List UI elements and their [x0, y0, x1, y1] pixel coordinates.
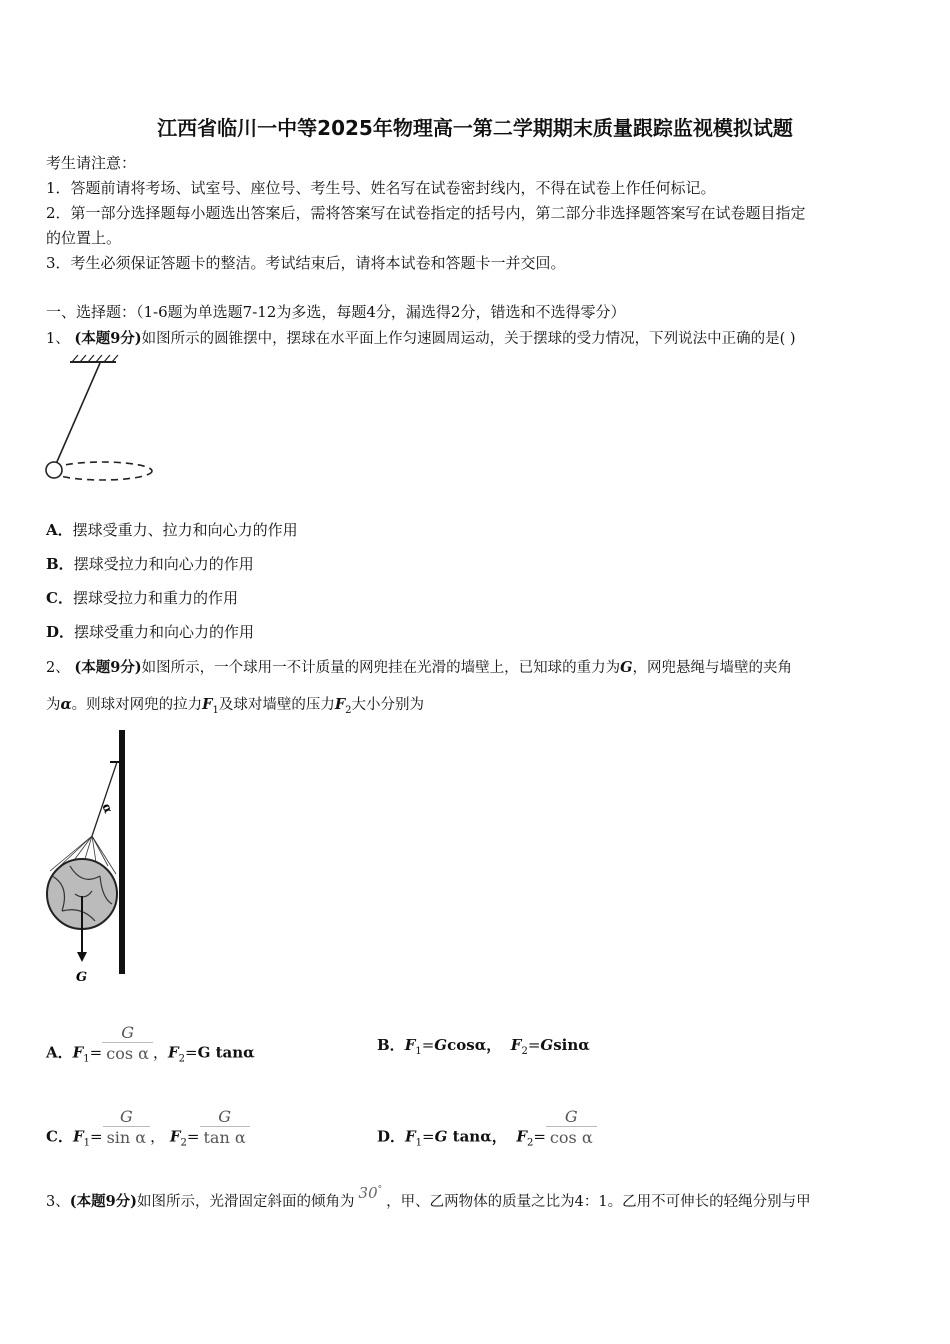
question-number: 2、	[46, 660, 70, 676]
q2-option-b[interactable]	[377, 1034, 590, 1057]
symbol-G: G	[540, 1036, 554, 1054]
separator: ，	[152, 1043, 168, 1062]
question-score: (本题9分)	[74, 659, 142, 676]
symbol-G: G	[434, 1036, 448, 1054]
fraction-g-over-cos	[102, 1024, 153, 1063]
ceiling-hatch	[72, 355, 118, 362]
subscript: 2	[178, 1053, 185, 1065]
q1-option-a[interactable]	[46, 519, 298, 540]
option-letter: C．	[46, 589, 73, 607]
symbol-F2: F	[334, 696, 346, 713]
ball-on-wall-figure	[40, 726, 140, 986]
equals: =	[89, 1043, 103, 1062]
q2-option-a[interactable]	[46, 1023, 255, 1073]
question-text: 如图所示的圆锥摆中，摆球在水平面上作匀速圆周运动，关于摆球的受力情况，下列说法中正确的是( )	[141, 331, 796, 347]
subscript: 2	[521, 1046, 528, 1057]
subscript: 1	[415, 1046, 422, 1057]
symbol-F2: F	[169, 1127, 181, 1146]
subscript: 2	[345, 704, 352, 716]
q1-option-d[interactable]	[46, 621, 254, 642]
circular-path	[52, 462, 152, 480]
q2-option-c[interactable]	[46, 1107, 250, 1157]
denominator: sin α	[103, 1126, 151, 1147]
question-score: (本题9分)	[74, 330, 142, 347]
denominator: tan α	[200, 1126, 250, 1147]
equals: =	[89, 1127, 103, 1146]
subscript: 1	[415, 1137, 423, 1149]
question-text: 大小分别为	[351, 697, 425, 713]
subscript: 2	[180, 1137, 187, 1149]
page-title: 江西省临川一中等2025年物理高一第二学期期末质量跟踪监视模拟试题	[157, 116, 793, 140]
question-number: 3、	[46, 1194, 70, 1210]
numerator: G	[218, 1107, 231, 1126]
rope	[92, 762, 117, 836]
question-text: ，网兜悬绳与墙壁的夹角	[632, 660, 793, 676]
option-letter: B．	[377, 1036, 405, 1054]
symbol-F1: F	[72, 1127, 84, 1146]
pendulum-string	[56, 363, 100, 464]
question-text: 及球对墙壁的压力	[218, 697, 335, 713]
option-text: 摆球受重力、拉力和向心力的作用	[72, 521, 298, 539]
subscript: 1	[212, 704, 219, 716]
numerator: G	[121, 1023, 134, 1042]
denominator: cos α	[546, 1126, 597, 1147]
option-text: 摆球受拉力和重力的作用	[72, 589, 238, 607]
denominator: cos α	[102, 1042, 153, 1063]
question-score: (本题9分)	[69, 1193, 138, 1210]
equals: =	[527, 1036, 541, 1054]
question-text: 。则球对网兜的拉力	[71, 697, 203, 713]
fraction-g-over-tan	[200, 1108, 250, 1147]
question-text: 如图所示，光滑固定斜面的倾角为	[137, 1194, 355, 1210]
equals: =	[422, 1127, 435, 1146]
separator: ，	[150, 1127, 166, 1146]
fraction-g-over-sin	[103, 1108, 151, 1147]
option-letter: C．	[46, 1127, 73, 1146]
numerator: G	[564, 1107, 578, 1126]
symbol-F2: F	[516, 1127, 527, 1146]
notice-item-2-cont: 的位置上。	[46, 229, 122, 247]
numerator: G	[119, 1107, 133, 1126]
pendulum-ball	[46, 462, 62, 478]
question-text: 如图所示，一个球用一不计质量的网兜挂在光滑的墙壁上，已知球的重力为	[141, 660, 621, 676]
symbol-F2: F	[510, 1036, 522, 1054]
gravity-label: G	[76, 970, 88, 985]
gravity-arrow-head	[77, 952, 87, 962]
symbol-F1: F	[405, 1127, 416, 1146]
angle-label: α	[99, 801, 116, 816]
angle-value	[355, 1184, 387, 1202]
equals: =	[533, 1127, 546, 1146]
subscript: 2	[526, 1137, 534, 1149]
symbol-F1: F	[404, 1036, 416, 1054]
question-2-stem-line2	[46, 693, 424, 716]
question-3-stem	[46, 1184, 811, 1211]
question-text: 为	[46, 697, 61, 713]
notice-item-1: 1．答题前请将考场、试室号、座位号、考生号、姓名写在试卷密封线内，不得在试卷上作任何标记。	[46, 179, 716, 197]
equals: =	[421, 1036, 435, 1054]
symbol-G: G	[434, 1127, 448, 1146]
notice-item-2: 2．第一部分选择题每小题选出答案后，需将答案写在试卷指定的括号内，第二部分非选择题答案写在试卷题目指定	[46, 204, 806, 222]
subscript: 1	[83, 1137, 90, 1149]
degree-symbol: °	[377, 1185, 383, 1195]
symbol-F1: F	[72, 1043, 84, 1062]
option-letter: A．	[46, 1043, 73, 1062]
fraction-g-over-cos	[546, 1108, 597, 1147]
option-value: G tanα	[197, 1043, 255, 1062]
question-2-stem-line1	[46, 656, 792, 677]
option-letter: A．	[46, 521, 73, 539]
subscript: 1	[83, 1053, 90, 1065]
angle-number: 30	[358, 1184, 378, 1202]
symbol-F1: F	[202, 696, 213, 713]
q2-option-d[interactable]	[377, 1107, 597, 1157]
option-value: tanα，	[447, 1127, 507, 1146]
question-number: 1、	[46, 331, 70, 347]
q1-option-b[interactable]	[46, 553, 254, 574]
option-text: 摆球受重力和向心力的作用	[74, 623, 255, 641]
conical-pendulum-figure	[42, 352, 162, 487]
symbol-alpha: α	[60, 696, 72, 713]
symbol-F2: F	[167, 1043, 179, 1062]
question-1-stem	[46, 327, 796, 348]
equals: =	[185, 1043, 198, 1062]
notice-item-3: 3．考生必须保证答题卡的整洁。考试结束后，请将本试卷和答题卡一并交回。	[46, 254, 566, 272]
option-letter: D．	[46, 623, 75, 641]
notice-heading: 考生请注意：	[46, 154, 137, 172]
option-value: sinα	[553, 1036, 590, 1054]
option-letter: B．	[46, 555, 74, 573]
q1-option-c[interactable]	[46, 587, 238, 608]
question-text: ，甲、乙两物体的质量之比为4：1。乙用不可伸长的轻绳分别与甲	[386, 1194, 811, 1210]
option-letter: D．	[377, 1127, 406, 1146]
option-text: 摆球受拉力和向心力的作用	[73, 555, 254, 573]
equals: =	[186, 1127, 200, 1146]
option-value: cosα，	[447, 1036, 502, 1054]
section-heading: 一、选择题：（1-6题为单选题7-12为多选，每题4分，漏选得2分，错选和不选得零分）	[46, 303, 626, 321]
symbol-G: G	[620, 659, 633, 676]
wall	[119, 730, 125, 974]
